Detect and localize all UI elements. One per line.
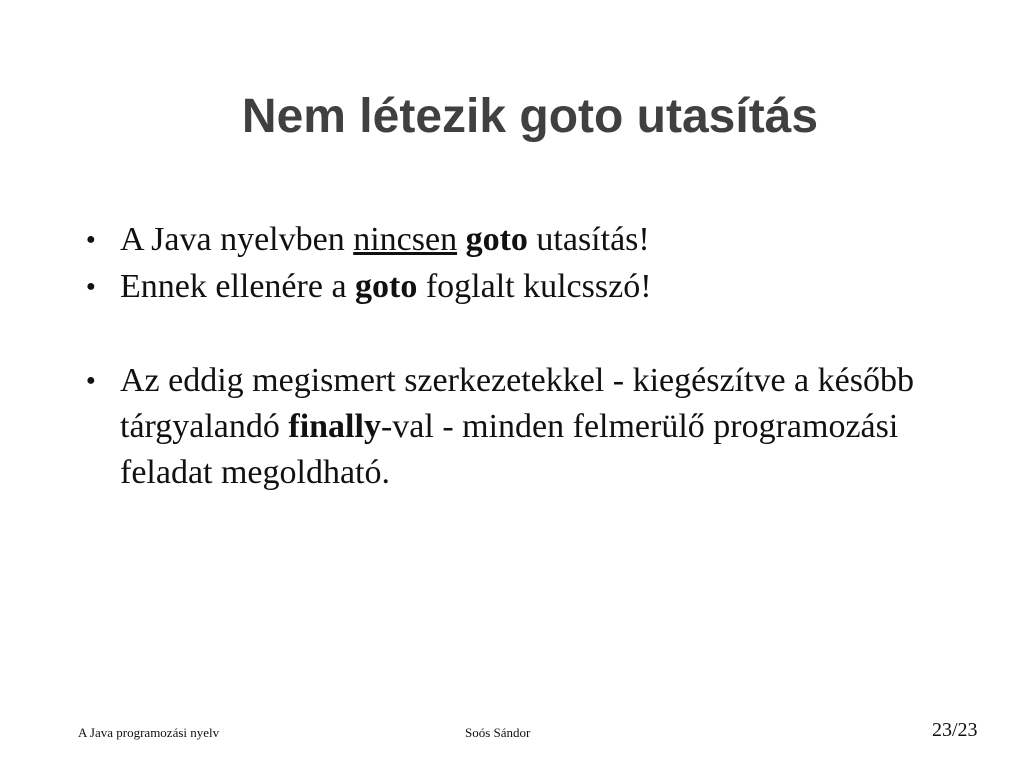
bullet-dot-icon: ● (86, 278, 96, 295)
keyword: goto (465, 221, 528, 258)
bullet-item-1 (86, 217, 650, 263)
page-number: 23/23 (932, 719, 978, 741)
bullet-text: foglalt kulcsszó! (417, 268, 652, 305)
bullet-text: Az eddig megismert szerkezetekkel - kiegészítve a később tárgyalandó (120, 362, 914, 445)
underlined-word: nincsen (353, 221, 458, 258)
bullet-text: Ennek ellenére a (120, 268, 356, 305)
bullet-text (457, 221, 466, 258)
bullet-dot-icon: ● (86, 231, 96, 248)
slide-title: Nem létezik goto utasítás (241, 90, 819, 143)
keyword: finally (288, 408, 381, 445)
bullet-item-2 (86, 264, 652, 310)
bullet-item-3 (86, 358, 950, 496)
bullet-text: -val - minden felmerülő programozási feladat megoldható. (120, 408, 899, 491)
bullet-text: A Java nyelvben (120, 221, 354, 258)
footer-course-title: A Java programozási nyelv (78, 725, 220, 740)
keyword: goto (355, 268, 418, 305)
footer-author: Soós Sándor (465, 725, 531, 740)
bullet-dot-icon: ● (86, 372, 96, 389)
bullet-text: utasítás! (527, 221, 650, 258)
